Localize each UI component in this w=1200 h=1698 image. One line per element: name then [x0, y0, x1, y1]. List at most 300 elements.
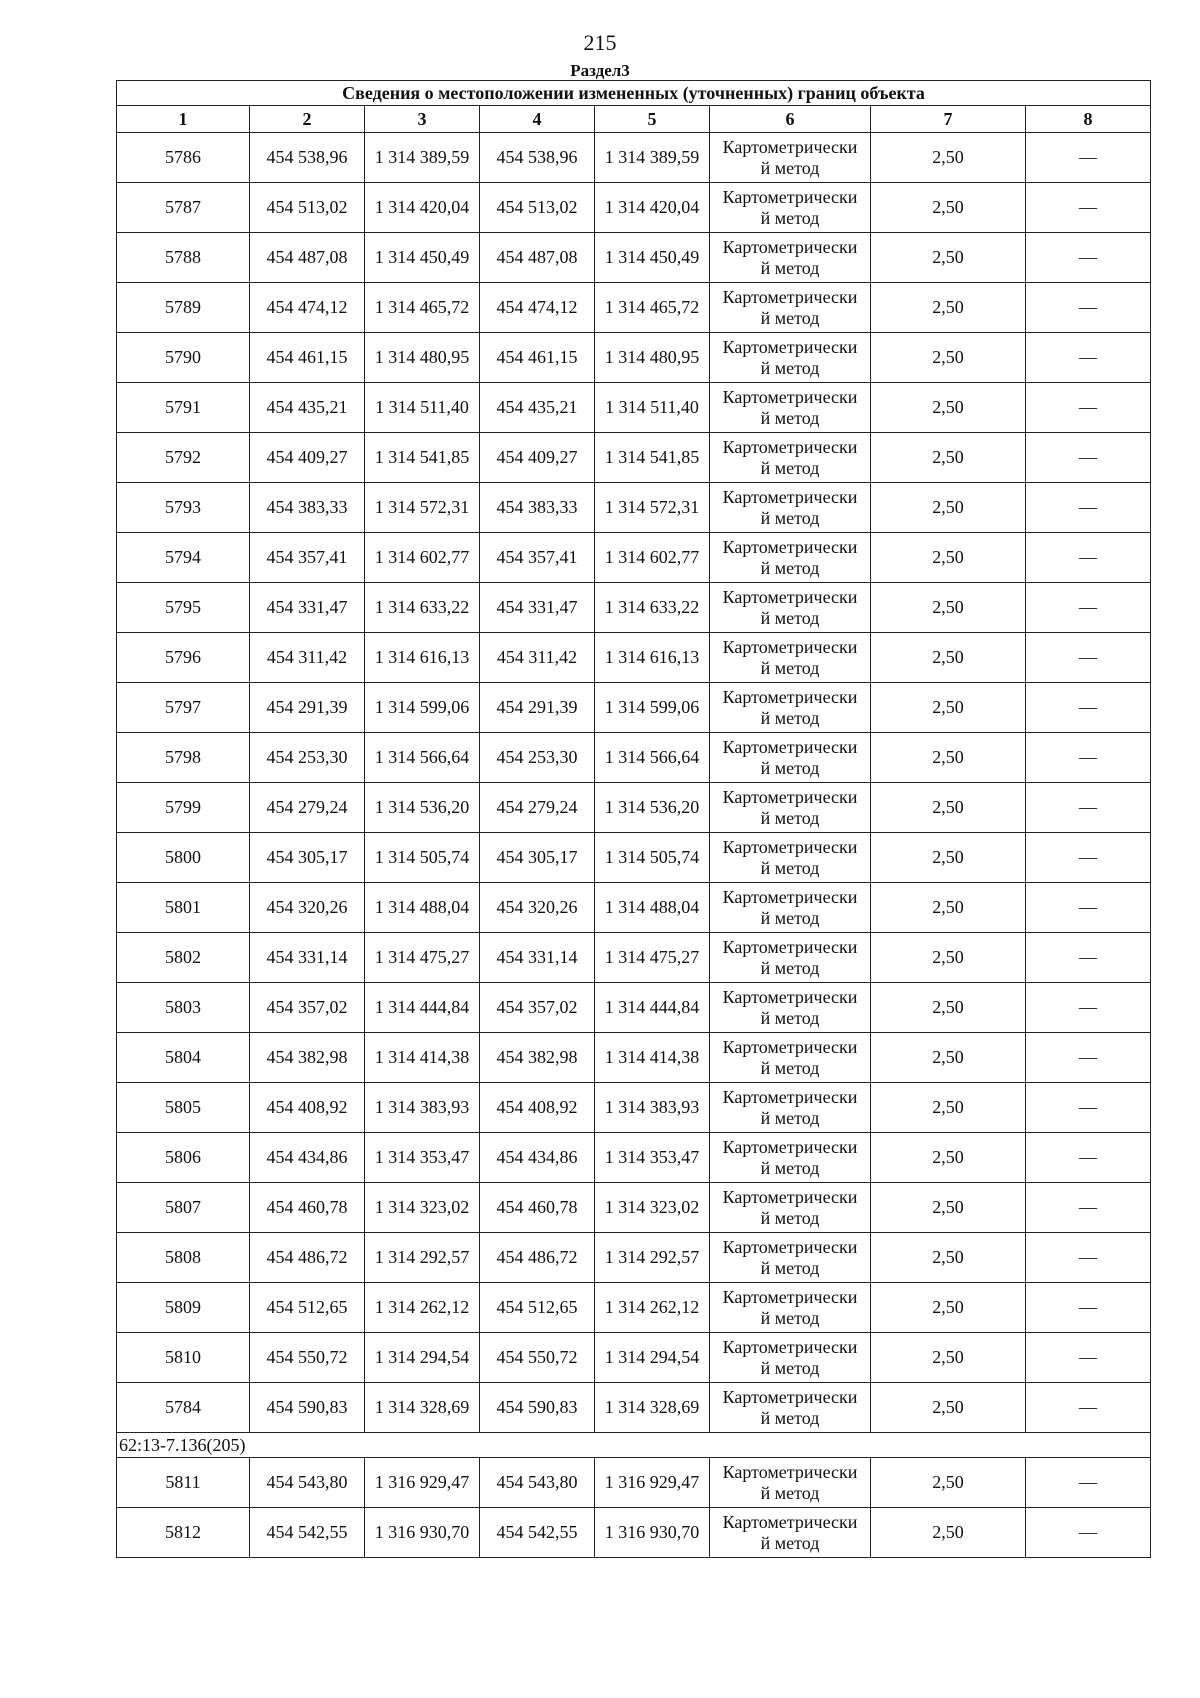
y-coordinate-cell: 1 314 511,40	[365, 383, 480, 433]
method-cell	[710, 883, 871, 933]
accuracy-cell: 2,50	[871, 683, 1026, 733]
point-number-cell: 5794	[117, 533, 250, 583]
x-coordinate-cell: 454 331,47	[480, 583, 595, 633]
y-coordinate-cell: 1 314 389,59	[365, 133, 480, 183]
y-coordinate-cell: 1 314 633,22	[595, 583, 710, 633]
x-coordinate-cell: 454 435,21	[480, 383, 595, 433]
column-number: 1	[117, 106, 250, 133]
method-cell	[710, 633, 871, 683]
x-coordinate-cell: 454 513,02	[250, 183, 365, 233]
column-number: 4	[480, 106, 595, 133]
accuracy-cell: 2,50	[871, 1383, 1026, 1433]
y-coordinate-cell: 1 314 420,04	[365, 183, 480, 233]
method-line: й метод	[760, 407, 820, 428]
table-row	[117, 1383, 1151, 1433]
table-row	[117, 383, 1151, 433]
point-number-cell: 5790	[117, 333, 250, 383]
note-cell: —	[1026, 833, 1151, 883]
y-coordinate-cell: 1 314 294,54	[595, 1333, 710, 1383]
accuracy-cell: 2,50	[871, 383, 1026, 433]
y-coordinate-cell: 1 314 444,84	[365, 983, 480, 1033]
method-line: й метод	[760, 1357, 820, 1378]
point-number-cell: 5804	[117, 1033, 250, 1083]
point-number-cell: 5784	[117, 1383, 250, 1433]
x-coordinate-cell: 454 331,47	[250, 583, 365, 633]
method-cell	[710, 1133, 871, 1183]
table-row	[117, 283, 1151, 333]
accuracy-cell: 2,50	[871, 133, 1026, 183]
method-line: Картометрически	[722, 1036, 858, 1057]
x-coordinate-cell: 454 409,27	[480, 433, 595, 483]
note-cell: —	[1026, 533, 1151, 583]
method-line: Картометрически	[722, 1511, 858, 1532]
method-cell	[710, 1383, 871, 1433]
table-row	[117, 883, 1151, 933]
y-coordinate-cell: 1 314 480,95	[595, 333, 710, 383]
point-number-cell: 5803	[117, 983, 250, 1033]
method-cell	[710, 783, 871, 833]
accuracy-cell: 2,50	[871, 933, 1026, 983]
accuracy-cell: 2,50	[871, 633, 1026, 683]
accuracy-cell: 2,50	[871, 333, 1026, 383]
method-line: й метод	[760, 807, 820, 828]
table-row	[117, 1458, 1151, 1508]
x-coordinate-cell: 454 543,80	[480, 1458, 595, 1508]
note-cell: —	[1026, 633, 1151, 683]
section-title: Раздел3	[570, 61, 630, 80]
note-cell: —	[1026, 1133, 1151, 1183]
note-cell: —	[1026, 1508, 1151, 1558]
y-coordinate-cell: 1 314 480,95	[365, 333, 480, 383]
x-coordinate-cell: 454 408,92	[480, 1083, 595, 1133]
page-number: 215	[583, 30, 617, 55]
x-coordinate-cell: 454 461,15	[250, 333, 365, 383]
point-number-cell: 5795	[117, 583, 250, 633]
table-row	[117, 483, 1151, 533]
method-line: й метод	[760, 907, 820, 928]
column-number-row	[117, 106, 1151, 133]
accuracy-cell: 2,50	[871, 533, 1026, 583]
method-line: й метод	[760, 157, 820, 178]
x-coordinate-cell: 454 538,96	[480, 133, 595, 183]
table-row	[117, 1133, 1151, 1183]
accuracy-cell: 2,50	[871, 1033, 1026, 1083]
accuracy-cell: 2,50	[871, 983, 1026, 1033]
y-coordinate-cell: 1 314 353,47	[365, 1133, 480, 1183]
method-line: Картометрически	[722, 236, 858, 257]
x-coordinate-cell: 454 253,30	[480, 733, 595, 783]
table-caption: Сведения о местоположении измененных (уточненных) границ объекта	[117, 81, 1151, 106]
point-number-cell: 5792	[117, 433, 250, 483]
y-coordinate-cell: 1 314 572,31	[595, 483, 710, 533]
table-row	[117, 1283, 1151, 1333]
accuracy-cell: 2,50	[871, 833, 1026, 883]
x-coordinate-cell: 454 513,02	[480, 183, 595, 233]
y-coordinate-cell: 1 316 930,70	[595, 1508, 710, 1558]
method-line: Картометрически	[722, 486, 858, 507]
x-coordinate-cell: 454 486,72	[250, 1233, 365, 1283]
method-line: Картометрически	[722, 336, 858, 357]
y-coordinate-cell: 1 314 353,47	[595, 1133, 710, 1183]
note-cell: —	[1026, 1183, 1151, 1233]
x-coordinate-cell: 454 512,65	[250, 1283, 365, 1333]
y-coordinate-cell: 1 314 420,04	[595, 183, 710, 233]
accuracy-cell: 2,50	[871, 1333, 1026, 1383]
x-coordinate-cell: 454 550,72	[250, 1333, 365, 1383]
method-line: й метод	[760, 1532, 820, 1553]
y-coordinate-cell: 1 314 541,85	[365, 433, 480, 483]
method-line: й метод	[760, 357, 820, 378]
table-row	[117, 1183, 1151, 1233]
y-coordinate-cell: 1 314 633,22	[365, 583, 480, 633]
point-number-cell: 5793	[117, 483, 250, 533]
method-line: й метод	[760, 1207, 820, 1228]
x-coordinate-cell: 454 486,72	[480, 1233, 595, 1283]
y-coordinate-cell: 1 314 566,64	[595, 733, 710, 783]
y-coordinate-cell: 1 316 929,47	[365, 1458, 480, 1508]
accuracy-cell: 2,50	[871, 233, 1026, 283]
point-number-cell: 5802	[117, 933, 250, 983]
table-row	[117, 583, 1151, 633]
y-coordinate-cell: 1 314 294,54	[365, 1333, 480, 1383]
x-coordinate-cell: 454 383,33	[480, 483, 595, 533]
table-row	[117, 1083, 1151, 1133]
x-coordinate-cell: 454 550,72	[480, 1333, 595, 1383]
method-line: Картометрически	[722, 1086, 858, 1107]
y-coordinate-cell: 1 314 292,57	[365, 1233, 480, 1283]
point-number-cell: 5789	[117, 283, 250, 333]
method-cell	[710, 233, 871, 283]
note-cell: —	[1026, 283, 1151, 333]
method-line: й метод	[760, 1057, 820, 1078]
x-coordinate-cell: 454 311,42	[250, 633, 365, 683]
note-cell: —	[1026, 1033, 1151, 1083]
method-line: й метод	[760, 707, 820, 728]
accuracy-cell: 2,50	[871, 583, 1026, 633]
method-line: Картометрически	[722, 886, 858, 907]
y-coordinate-cell: 1 314 450,49	[365, 233, 480, 283]
x-coordinate-cell: 454 474,12	[480, 283, 595, 333]
method-line: Картометрически	[722, 836, 858, 857]
point-number-cell: 5807	[117, 1183, 250, 1233]
method-line: й метод	[760, 957, 820, 978]
point-number-cell: 5798	[117, 733, 250, 783]
x-coordinate-cell: 454 474,12	[250, 283, 365, 333]
y-coordinate-cell: 1 314 475,27	[595, 933, 710, 983]
method-cell	[710, 1083, 871, 1133]
y-coordinate-cell: 1 314 616,13	[595, 633, 710, 683]
point-number-cell: 5809	[117, 1283, 250, 1333]
y-coordinate-cell: 1 314 444,84	[595, 983, 710, 1033]
y-coordinate-cell: 1 314 450,49	[595, 233, 710, 283]
method-line: Картометрически	[722, 536, 858, 557]
column-number: 3	[365, 106, 480, 133]
point-number-cell: 5787	[117, 183, 250, 233]
y-coordinate-cell: 1 314 566,64	[365, 733, 480, 783]
method-line: Картометрически	[722, 736, 858, 757]
point-number-cell: 5806	[117, 1133, 250, 1183]
y-coordinate-cell: 1 314 475,27	[365, 933, 480, 983]
method-line: Картометрически	[722, 686, 858, 707]
method-line: Картометрически	[722, 786, 858, 807]
method-line: Картометрически	[722, 1236, 858, 1257]
x-coordinate-cell: 454 253,30	[250, 733, 365, 783]
method-cell	[710, 983, 871, 1033]
y-coordinate-cell: 1 314 599,06	[365, 683, 480, 733]
note-cell: —	[1026, 383, 1151, 433]
method-cell	[710, 333, 871, 383]
y-coordinate-cell: 1 314 602,77	[595, 533, 710, 583]
note-cell: —	[1026, 1233, 1151, 1283]
method-cell	[710, 1458, 871, 1508]
point-number-cell: 5801	[117, 883, 250, 933]
method-cell	[710, 1333, 871, 1383]
x-coordinate-cell: 454 590,83	[250, 1383, 365, 1433]
y-coordinate-cell: 1 314 505,74	[595, 833, 710, 883]
method-cell	[710, 933, 871, 983]
method-line: Картометрически	[722, 636, 858, 657]
x-coordinate-cell: 454 331,14	[250, 933, 365, 983]
accuracy-cell: 2,50	[871, 1233, 1026, 1283]
table-row	[117, 783, 1151, 833]
y-coordinate-cell: 1 314 414,38	[365, 1033, 480, 1083]
x-coordinate-cell: 454 487,08	[250, 233, 365, 283]
method-line: й метод	[760, 657, 820, 678]
x-coordinate-cell: 454 357,02	[480, 983, 595, 1033]
table-row	[117, 333, 1151, 383]
accuracy-cell: 2,50	[871, 283, 1026, 333]
point-number-cell: 5796	[117, 633, 250, 683]
method-line: Картометрически	[722, 1336, 858, 1357]
table-row	[117, 183, 1151, 233]
y-coordinate-cell: 1 314 536,20	[365, 783, 480, 833]
column-number: 6	[710, 106, 871, 133]
y-coordinate-cell: 1 314 541,85	[595, 433, 710, 483]
note-cell: —	[1026, 1333, 1151, 1383]
x-coordinate-cell: 454 382,98	[250, 1033, 365, 1083]
accuracy-cell: 2,50	[871, 1283, 1026, 1333]
method-cell	[710, 1183, 871, 1233]
accuracy-cell: 2,50	[871, 183, 1026, 233]
column-number: 5	[595, 106, 710, 133]
note-cell: —	[1026, 983, 1151, 1033]
note-cell: —	[1026, 883, 1151, 933]
y-coordinate-cell: 1 314 414,38	[595, 1033, 710, 1083]
x-coordinate-cell: 454 305,17	[250, 833, 365, 883]
group-header-row	[117, 1433, 1151, 1458]
method-line: й метод	[760, 1157, 820, 1178]
x-coordinate-cell: 454 291,39	[250, 683, 365, 733]
accuracy-cell: 2,50	[871, 783, 1026, 833]
x-coordinate-cell: 454 279,24	[480, 783, 595, 833]
x-coordinate-cell: 454 279,24	[250, 783, 365, 833]
method-cell	[710, 733, 871, 783]
point-number-cell: 5786	[117, 133, 250, 183]
method-line: й метод	[760, 507, 820, 528]
note-cell: —	[1026, 733, 1151, 783]
method-line: й метод	[760, 1307, 820, 1328]
method-cell	[710, 283, 871, 333]
column-number: 8	[1026, 106, 1151, 133]
boundary-table	[116, 80, 1151, 1558]
x-coordinate-cell: 454 460,78	[250, 1183, 365, 1233]
y-coordinate-cell: 1 314 328,69	[365, 1383, 480, 1433]
method-cell	[710, 1283, 871, 1333]
y-coordinate-cell: 1 316 929,47	[595, 1458, 710, 1508]
table-body	[117, 133, 1151, 1558]
column-number: 7	[871, 106, 1026, 133]
x-coordinate-cell: 454 434,86	[250, 1133, 365, 1183]
method-cell	[710, 433, 871, 483]
y-coordinate-cell: 1 314 488,04	[365, 883, 480, 933]
note-cell: —	[1026, 183, 1151, 233]
x-coordinate-cell: 454 542,55	[480, 1508, 595, 1558]
method-line: Картометрически	[722, 136, 858, 157]
table-row	[117, 433, 1151, 483]
accuracy-cell: 2,50	[871, 1458, 1026, 1508]
note-cell: —	[1026, 583, 1151, 633]
table-row	[117, 1333, 1151, 1383]
accuracy-cell: 2,50	[871, 1133, 1026, 1183]
x-coordinate-cell: 454 409,27	[250, 433, 365, 483]
point-number-cell: 5812	[117, 1508, 250, 1558]
note-cell: —	[1026, 483, 1151, 533]
y-coordinate-cell: 1 314 383,93	[365, 1083, 480, 1133]
method-line: Картометрически	[722, 936, 858, 957]
y-coordinate-cell: 1 314 262,12	[595, 1283, 710, 1333]
y-coordinate-cell: 1 314 465,72	[595, 283, 710, 333]
note-cell: —	[1026, 1383, 1151, 1433]
point-number-cell: 5797	[117, 683, 250, 733]
table-row	[117, 933, 1151, 983]
accuracy-cell: 2,50	[871, 1183, 1026, 1233]
y-coordinate-cell: 1 314 323,02	[365, 1183, 480, 1233]
x-coordinate-cell: 454 434,86	[480, 1133, 595, 1183]
x-coordinate-cell: 454 320,26	[480, 883, 595, 933]
method-cell	[710, 1233, 871, 1283]
y-coordinate-cell: 1 314 511,40	[595, 383, 710, 433]
y-coordinate-cell: 1 314 262,12	[365, 1283, 480, 1333]
method-line: Картометрически	[722, 1286, 858, 1307]
accuracy-cell: 2,50	[871, 1083, 1026, 1133]
method-line: й метод	[760, 1107, 820, 1128]
note-cell: —	[1026, 333, 1151, 383]
x-coordinate-cell: 454 543,80	[250, 1458, 365, 1508]
x-coordinate-cell: 454 408,92	[250, 1083, 365, 1133]
x-coordinate-cell: 454 382,98	[480, 1033, 595, 1083]
method-cell	[710, 683, 871, 733]
method-line: й метод	[760, 457, 820, 478]
note-cell: —	[1026, 233, 1151, 283]
accuracy-cell: 2,50	[871, 733, 1026, 783]
method-line: Картометрически	[722, 1186, 858, 1207]
method-line: Картометрически	[722, 186, 858, 207]
x-coordinate-cell: 454 320,26	[250, 883, 365, 933]
point-number-cell: 5805	[117, 1083, 250, 1133]
table-row	[117, 1508, 1151, 1558]
note-cell: —	[1026, 133, 1151, 183]
x-coordinate-cell: 454 357,41	[250, 533, 365, 583]
method-cell	[710, 183, 871, 233]
method-line: й метод	[760, 207, 820, 228]
y-coordinate-cell: 1 314 383,93	[595, 1083, 710, 1133]
y-coordinate-cell: 1 314 389,59	[595, 133, 710, 183]
point-number-cell: 5811	[117, 1458, 250, 1508]
method-line: й метод	[760, 1007, 820, 1028]
method-line: й метод	[760, 757, 820, 778]
point-number-cell: 5808	[117, 1233, 250, 1283]
table-row	[117, 833, 1151, 883]
x-coordinate-cell: 454 590,83	[480, 1383, 595, 1433]
table-row	[117, 1233, 1151, 1283]
note-cell: —	[1026, 783, 1151, 833]
accuracy-cell: 2,50	[871, 1508, 1026, 1558]
y-coordinate-cell: 1 314 292,57	[595, 1233, 710, 1283]
x-coordinate-cell: 454 383,33	[250, 483, 365, 533]
x-coordinate-cell: 454 487,08	[480, 233, 595, 283]
y-coordinate-cell: 1 314 599,06	[595, 683, 710, 733]
y-coordinate-cell: 1 314 323,02	[595, 1183, 710, 1233]
x-coordinate-cell: 454 435,21	[250, 383, 365, 433]
y-coordinate-cell: 1 314 505,74	[365, 833, 480, 883]
table-row	[117, 533, 1151, 583]
method-line: Картометрически	[722, 1461, 858, 1482]
x-coordinate-cell: 454 512,65	[480, 1283, 595, 1333]
note-cell: —	[1026, 433, 1151, 483]
x-coordinate-cell: 454 291,39	[480, 683, 595, 733]
x-coordinate-cell: 454 357,41	[480, 533, 595, 583]
method-line: Картометрически	[722, 986, 858, 1007]
accuracy-cell: 2,50	[871, 433, 1026, 483]
method-line: й метод	[760, 557, 820, 578]
method-line: й метод	[760, 1482, 820, 1503]
point-number-cell: 5799	[117, 783, 250, 833]
table-row	[117, 733, 1151, 783]
note-cell: —	[1026, 1283, 1151, 1333]
method-cell	[710, 383, 871, 433]
x-coordinate-cell: 454 542,55	[250, 1508, 365, 1558]
method-line: Картометрически	[722, 1136, 858, 1157]
method-line: й метод	[760, 857, 820, 878]
method-line: Картометрически	[722, 436, 858, 457]
method-line: й метод	[760, 1407, 820, 1428]
x-coordinate-cell: 454 311,42	[480, 633, 595, 683]
y-coordinate-cell: 1 314 602,77	[365, 533, 480, 583]
point-number-cell: 5810	[117, 1333, 250, 1383]
x-coordinate-cell: 454 460,78	[480, 1183, 595, 1233]
table-row	[117, 1033, 1151, 1083]
method-line: й метод	[760, 307, 820, 328]
method-line: Картометрически	[722, 286, 858, 307]
x-coordinate-cell: 454 357,02	[250, 983, 365, 1033]
y-coordinate-cell: 1 314 465,72	[365, 283, 480, 333]
method-line: й метод	[760, 607, 820, 628]
y-coordinate-cell: 1 314 616,13	[365, 633, 480, 683]
table-row	[117, 633, 1151, 683]
note-cell: —	[1026, 683, 1151, 733]
y-coordinate-cell: 1 314 572,31	[365, 483, 480, 533]
accuracy-cell: 2,50	[871, 883, 1026, 933]
method-cell	[710, 1033, 871, 1083]
method-cell	[710, 133, 871, 183]
column-number: 2	[250, 106, 365, 133]
method-line: Картометрически	[722, 1386, 858, 1407]
method-cell	[710, 583, 871, 633]
method-cell	[710, 1508, 871, 1558]
y-coordinate-cell: 1 314 328,69	[595, 1383, 710, 1433]
point-number-cell: 5800	[117, 833, 250, 883]
y-coordinate-cell: 1 316 930,70	[365, 1508, 480, 1558]
